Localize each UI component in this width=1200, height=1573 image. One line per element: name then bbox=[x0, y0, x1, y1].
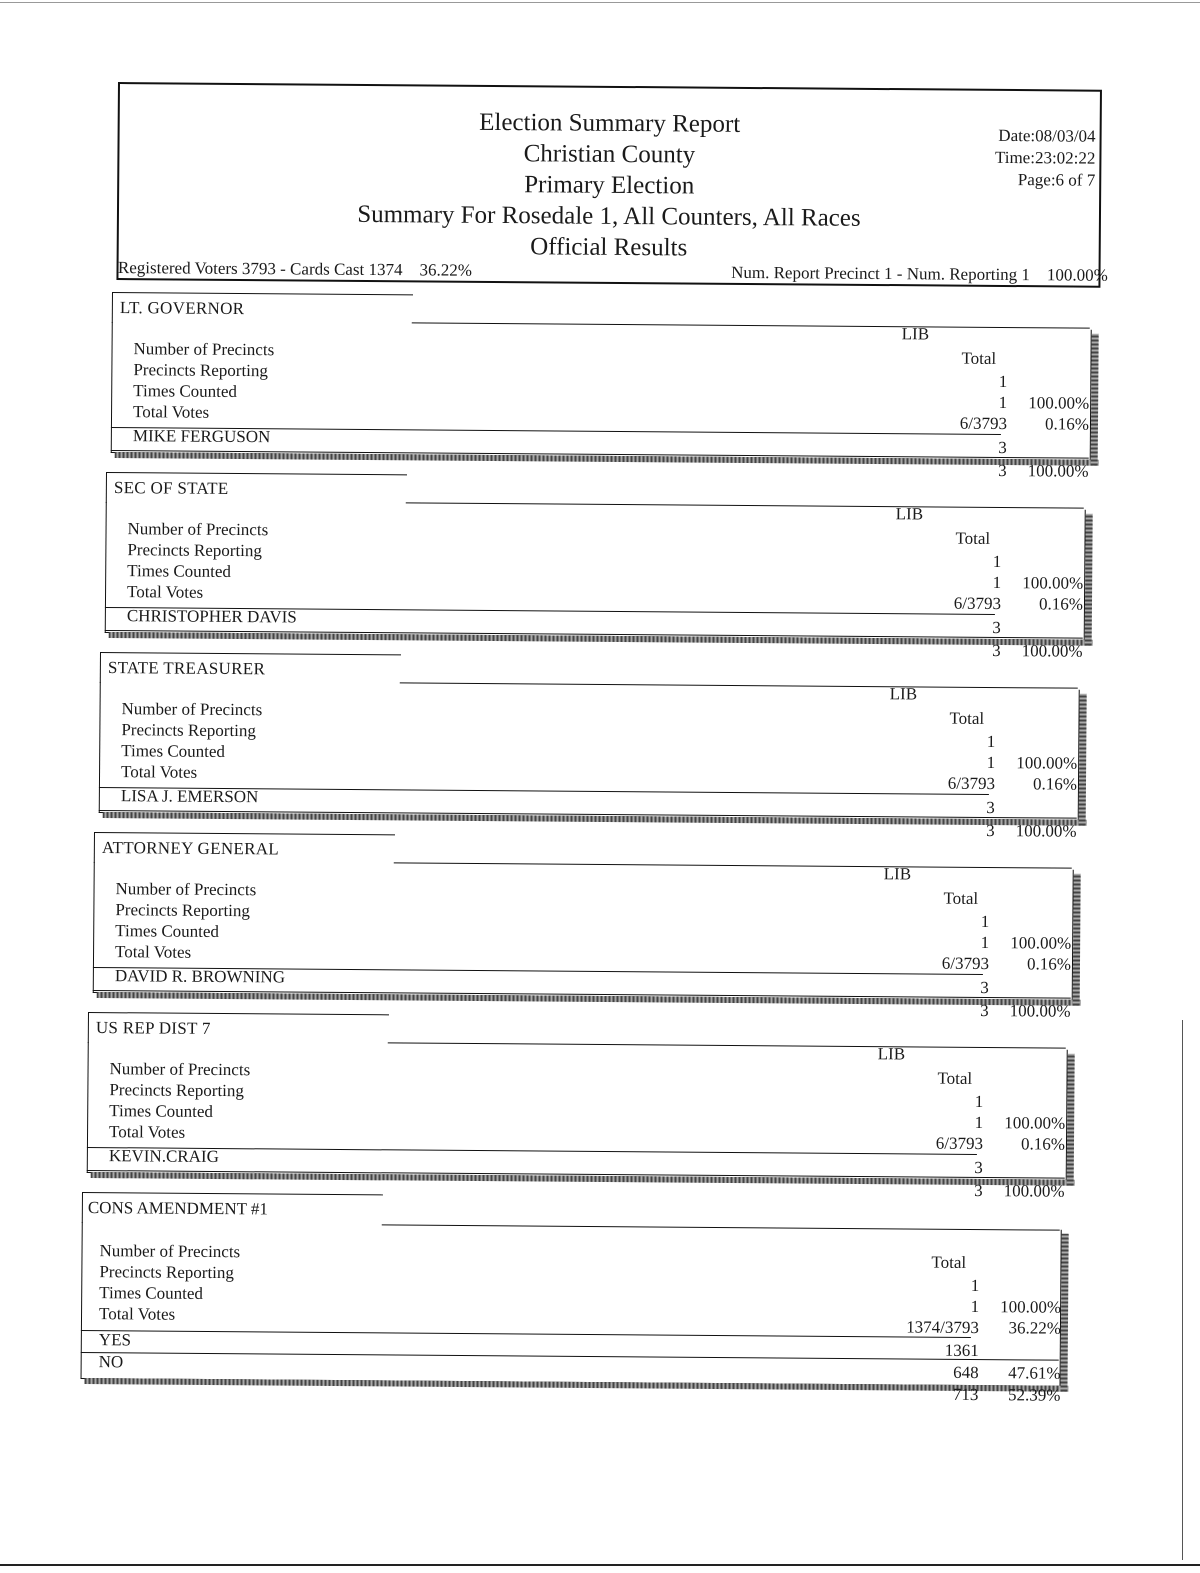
race-pcts bbox=[1022, 572, 1083, 614]
party-label: LIB bbox=[889, 684, 918, 704]
label-number-of-precincts: Number of Precincts bbox=[99, 1241, 241, 1262]
label-total-votes: Total Votes bbox=[114, 942, 192, 962]
candidate-pct: 100.00% bbox=[1003, 1181, 1065, 1201]
amendment-pcts bbox=[1000, 1296, 1061, 1338]
report-time: Time:23:02:22 bbox=[994, 147, 1096, 168]
party-label: LIB bbox=[901, 324, 930, 344]
value-times-counted: 6/3793 bbox=[959, 413, 1008, 434]
value-reporting: 1 bbox=[986, 752, 996, 773]
turnout-pct: 36.22% bbox=[419, 260, 472, 280]
race-block bbox=[105, 472, 1094, 666]
race-shadow-right bbox=[1091, 334, 1099, 466]
label-precincts-reporting: Precincts Reporting bbox=[115, 900, 251, 921]
race-stat-labels bbox=[127, 518, 268, 603]
value-total-votes: 3 bbox=[980, 977, 989, 998]
race-title: ATTORNEY GENERAL bbox=[101, 838, 280, 859]
pct-times-counted: 0.16% bbox=[1026, 954, 1072, 974]
reporting-summary bbox=[731, 263, 1108, 286]
amendment-title: CONS AMENDMENT #1 bbox=[87, 1198, 269, 1219]
race-shadow-right bbox=[1079, 694, 1087, 826]
yes-votes: 648 bbox=[953, 1362, 979, 1383]
label-times-counted: Times Counted bbox=[99, 1283, 204, 1303]
candidate-name: KEVIN.CRAIG bbox=[108, 1146, 219, 1167]
value-times-counted: 6/3793 bbox=[947, 773, 996, 794]
race-block bbox=[111, 292, 1100, 486]
value-times-counted: 6/3793 bbox=[935, 1133, 984, 1154]
candidate-votes: 3 bbox=[998, 460, 1007, 481]
pct-times-counted: 0.16% bbox=[1044, 414, 1090, 434]
value-total-votes: 3 bbox=[998, 437, 1007, 458]
race-title: STATE TREASURER bbox=[107, 658, 266, 679]
race-values bbox=[954, 551, 1002, 614]
race-values bbox=[948, 731, 996, 794]
value-total-votes: 3 bbox=[992, 617, 1001, 638]
amendment-shadow-right bbox=[1060, 1234, 1068, 1392]
pct-times-counted: 0.16% bbox=[1032, 774, 1078, 794]
report-page: Page:6 of 7 bbox=[1017, 170, 1096, 190]
candidate-name: MIKE FERGUSON bbox=[132, 426, 271, 447]
value-times-counted: 6/3793 bbox=[941, 953, 990, 974]
label-precincts-reporting: Precincts Reporting bbox=[109, 1080, 245, 1101]
label-total-votes: Total Votes bbox=[108, 1122, 186, 1142]
candidate-name: CHRISTOPHER DAVIS bbox=[126, 606, 297, 627]
amendment-values bbox=[906, 1274, 979, 1338]
candidate-votes: 3 bbox=[980, 1000, 989, 1021]
label-number-of-precincts: Number of Precincts bbox=[115, 879, 257, 900]
party-label: LIB bbox=[883, 864, 912, 884]
value-times-counted: 6/3793 bbox=[953, 593, 1002, 614]
race-values bbox=[942, 911, 990, 974]
race-shadow-right bbox=[1067, 1054, 1075, 1186]
value-precincts: 1 bbox=[974, 1091, 984, 1112]
pct-reporting: 100.00% bbox=[1028, 393, 1090, 413]
label-number-of-precincts: Number of Precincts bbox=[109, 1059, 251, 1080]
amendment-stat-labels bbox=[99, 1240, 240, 1325]
value-precincts: 1 bbox=[980, 911, 990, 932]
race-pcts bbox=[1016, 752, 1077, 794]
value-precincts: 1 bbox=[998, 371, 1008, 392]
value-reporting: 1 bbox=[974, 1112, 984, 1133]
race-values bbox=[960, 371, 1008, 434]
total-header: Total bbox=[961, 348, 997, 368]
report-status: Official Results bbox=[530, 233, 688, 262]
race-shadow-right bbox=[1073, 874, 1081, 1006]
value-reporting: 1 bbox=[970, 1296, 980, 1317]
value-total-votes: 3 bbox=[986, 797, 995, 818]
label-number-of-precincts: Number of Precincts bbox=[127, 519, 269, 540]
report-meta bbox=[995, 125, 1096, 192]
race-title: SEC OF STATE bbox=[113, 478, 229, 498]
candidate-pct: 100.00% bbox=[1021, 641, 1083, 661]
report-header bbox=[116, 82, 1102, 288]
race-stat-labels bbox=[115, 878, 256, 963]
registered-text: Registered Voters 3793 - Cards Cast 1374 bbox=[117, 258, 403, 280]
amendment-block bbox=[80, 1192, 1072, 1430]
race-pcts bbox=[1010, 932, 1071, 974]
report-county: Christian County bbox=[523, 140, 696, 169]
value-total-votes: 3 bbox=[974, 1157, 983, 1178]
report-scope: Summary For Rosedale 1, All Counters, All Races bbox=[357, 200, 861, 232]
label-number-of-precincts: Number of Precincts bbox=[133, 339, 275, 360]
registered-voters bbox=[118, 258, 472, 281]
report-date: Date:08/03/04 bbox=[998, 125, 1096, 146]
pct-times-counted: 0.16% bbox=[1038, 594, 1084, 614]
value-reporting: 1 bbox=[980, 932, 990, 953]
value-reporting: 1 bbox=[992, 572, 1002, 593]
label-total-votes: Total Votes bbox=[126, 582, 204, 602]
race-stat-labels bbox=[121, 698, 262, 783]
race-stat-labels bbox=[109, 1058, 250, 1143]
yes-pct: 47.61% bbox=[1008, 1363, 1061, 1383]
pct-reporting: 100.00% bbox=[1004, 1113, 1066, 1133]
candidate-pct: 100.00% bbox=[1009, 1001, 1071, 1021]
race-pcts bbox=[1004, 1112, 1065, 1154]
race-values bbox=[936, 1091, 984, 1154]
race-block bbox=[87, 1012, 1076, 1206]
pct-reporting: 100.00% bbox=[1016, 753, 1078, 773]
value-total-votes: 1361 bbox=[944, 1340, 979, 1361]
candidate-pct: 100.00% bbox=[1015, 821, 1077, 841]
label-total-votes: Total Votes bbox=[120, 762, 198, 782]
label-times-counted: Times Counted bbox=[115, 921, 220, 941]
pct-reporting: 100.00% bbox=[1010, 933, 1072, 953]
total-header: Total bbox=[937, 1068, 973, 1088]
page-edge-bottom bbox=[0, 1564, 1200, 1566]
candidate-votes: 3 bbox=[986, 820, 995, 841]
label-times-counted: Times Counted bbox=[121, 741, 226, 761]
page-edge-right bbox=[1182, 1020, 1183, 1560]
label-precincts-reporting: Precincts Reporting bbox=[127, 540, 263, 561]
option-yes: YES bbox=[98, 1330, 132, 1350]
page-edge-top bbox=[0, 2, 1200, 3]
race-title: US REP DIST 7 bbox=[95, 1018, 211, 1038]
label-times-counted: Times Counted bbox=[133, 381, 238, 401]
candidate-votes: 3 bbox=[992, 640, 1001, 661]
value-precincts: 1 bbox=[986, 731, 996, 752]
value-precincts: 1 bbox=[970, 1275, 980, 1296]
race-block bbox=[93, 832, 1082, 1026]
party-label: LIB bbox=[877, 1044, 906, 1064]
value-times-counted: 1374/3793 bbox=[906, 1317, 980, 1338]
label-times-counted: Times Counted bbox=[109, 1101, 214, 1121]
party-label: LIB bbox=[895, 504, 924, 524]
total-header: Total bbox=[949, 708, 985, 728]
option-no: NO bbox=[98, 1352, 124, 1372]
candidate-pct: 100.00% bbox=[1027, 461, 1089, 481]
label-total-votes: Total Votes bbox=[132, 402, 210, 422]
pct-reporting: 100.00% bbox=[1022, 573, 1084, 593]
reporting-pct: 100.00% bbox=[1046, 265, 1108, 285]
total-header: Total bbox=[955, 528, 991, 548]
no-pct: 52.39% bbox=[1007, 1385, 1061, 1405]
report-title-block bbox=[319, 106, 900, 266]
label-precincts-reporting: Precincts Reporting bbox=[133, 360, 269, 381]
label-precincts-reporting: Precincts Reporting bbox=[99, 1262, 235, 1283]
race-shadow-right bbox=[1085, 514, 1093, 646]
total-header: Total bbox=[943, 888, 979, 908]
pct-times-counted: 36.22% bbox=[1008, 1318, 1062, 1338]
report-title: Election Summary Report bbox=[479, 108, 741, 138]
pct-reporting: 100.00% bbox=[1000, 1297, 1062, 1317]
no-votes: 713 bbox=[952, 1384, 979, 1405]
candidate-name: DAVID R. BROWNING bbox=[114, 966, 286, 987]
label-times-counted: Times Counted bbox=[127, 561, 232, 581]
race-pcts bbox=[1028, 392, 1089, 434]
label-precincts-reporting: Precincts Reporting bbox=[121, 720, 257, 741]
label-number-of-precincts: Number of Precincts bbox=[121, 699, 263, 720]
report-election: Primary Election bbox=[524, 171, 695, 200]
label-total-votes: Total Votes bbox=[98, 1304, 176, 1324]
race-stat-labels bbox=[133, 338, 274, 423]
race-title: LT. GOVERNOR bbox=[119, 298, 245, 319]
reporting-text: Num. Report Precinct 1 - Num. Reporting 1 bbox=[731, 262, 1031, 285]
candidate-name: LISA J. EMERSON bbox=[120, 786, 259, 807]
value-precincts: 1 bbox=[992, 551, 1002, 572]
pct-times-counted: 0.16% bbox=[1020, 1134, 1066, 1154]
value-reporting: 1 bbox=[998, 392, 1008, 413]
race-block bbox=[99, 652, 1088, 846]
candidate-votes: 3 bbox=[974, 1180, 983, 1201]
total-header: Total bbox=[931, 1252, 967, 1272]
